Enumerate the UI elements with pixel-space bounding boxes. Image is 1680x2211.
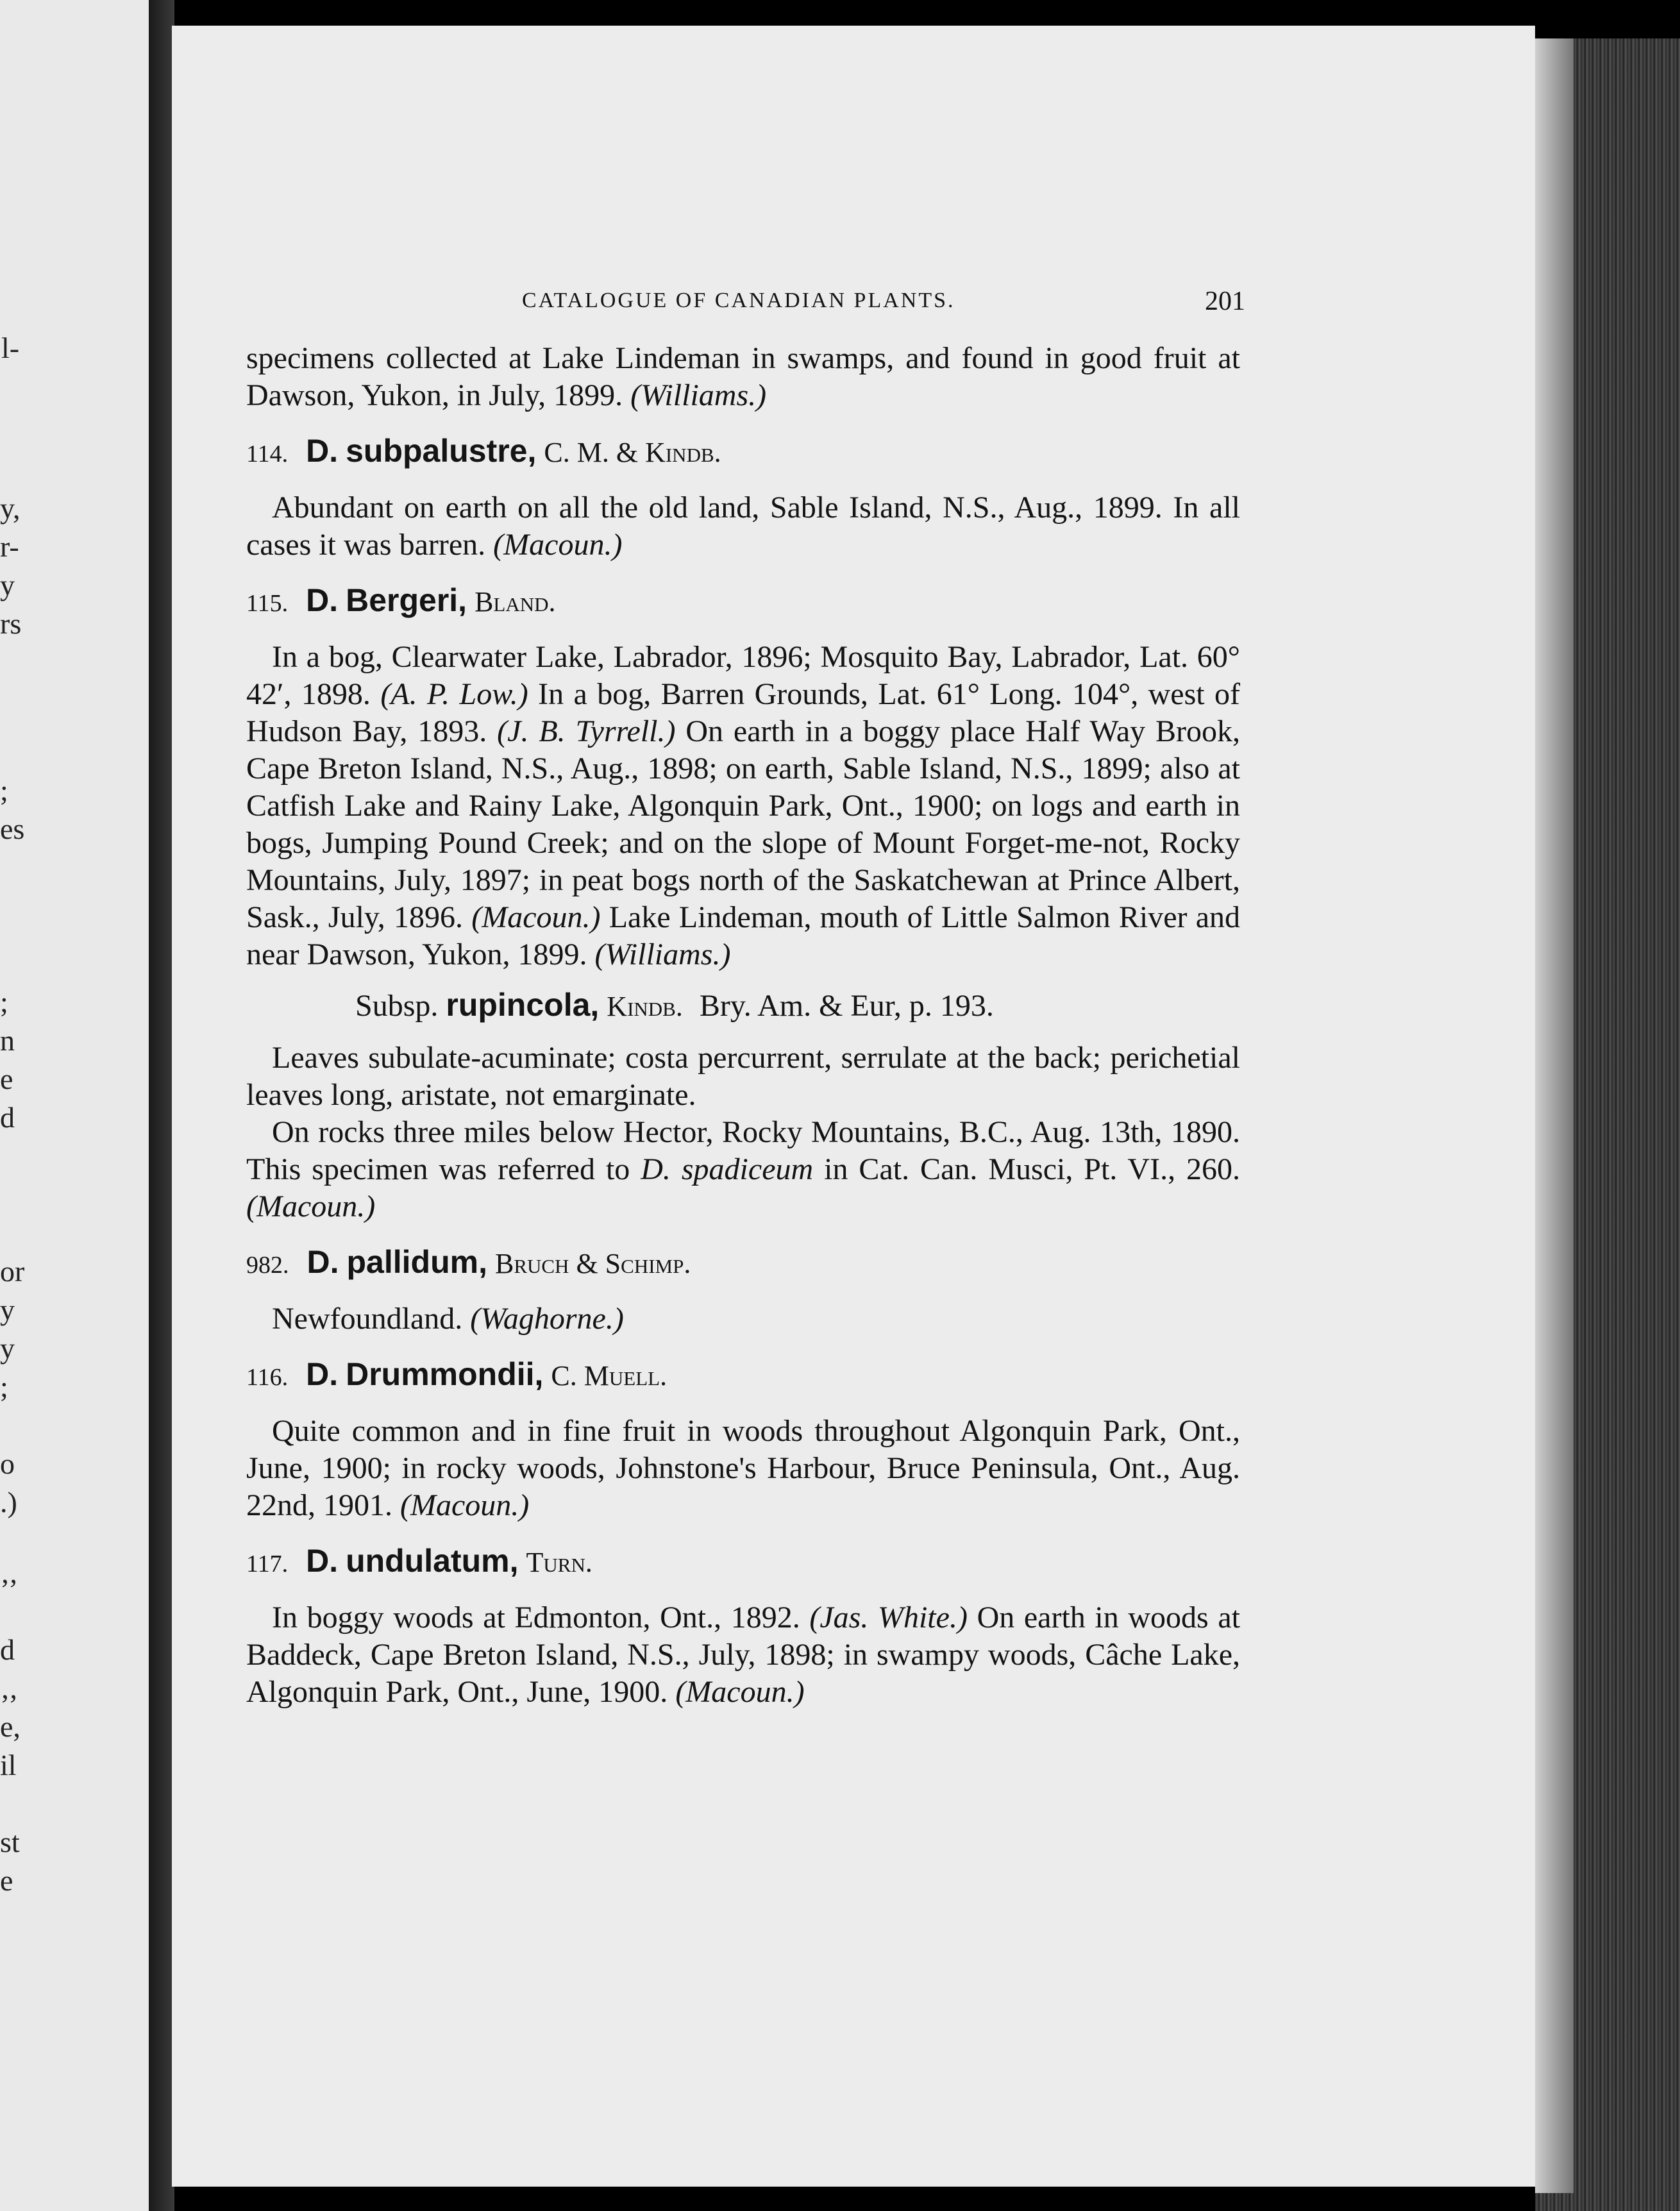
paragraph-text: Abundant on earth on all the old land, Sable Island, N.S., Aug., 1899. In all cases it was barren. [246, 491, 1240, 562]
collector: (Macoun.) [400, 1488, 530, 1522]
species-name: pallidum, [346, 1244, 487, 1280]
paragraph-text: On rocks three miles below Hector, Rocky Mountains, B.C., Aug. 13th, 1890. This specimen was referred to [246, 1115, 1240, 1186]
entry-text-116 [246, 1413, 1240, 1524]
species-name: subpalustre, [346, 433, 537, 469]
entry-heading-116 [246, 1356, 1240, 1396]
fragment: e [0, 1864, 13, 1897]
fragment: r- [0, 530, 19, 563]
collector: (J. B. Tyrrell.) [497, 714, 676, 748]
left-page-line-ends [0, 0, 149, 2211]
entry-number: 114. [246, 441, 289, 467]
paragraph-text: in Cat. Can. Musci, Pt. VI., 260. [824, 1152, 1241, 1186]
intro-paragraph [246, 340, 1240, 414]
collector: (Williams.) [630, 378, 767, 412]
fragment: st [0, 1826, 20, 1858]
fragment: e, [0, 1710, 21, 1743]
entry-number: 115. [246, 590, 289, 617]
page-edge-shade [1535, 38, 1574, 2193]
author: Turn. [526, 1547, 592, 1578]
subspecies-name: rupincola, [446, 987, 600, 1023]
species-name: undulatum, [346, 1543, 519, 1579]
running-head [246, 287, 1245, 340]
running-title: CATALOGUE OF CANADIAN PLANTS. [522, 289, 955, 312]
author: C. Muell. [551, 1360, 668, 1391]
entry-number: 116. [246, 1364, 289, 1391]
fragment: ; [0, 986, 8, 1018]
fragment: d [0, 1633, 15, 1666]
author: Bland. [475, 586, 556, 618]
reference: Bry. Am. & Eur, p. 193. [699, 989, 994, 1023]
author: C. M. & Kindb. [544, 437, 721, 468]
fragment: e [0, 1063, 13, 1095]
collector: (Macoun.) [246, 1190, 376, 1223]
paragraph-text: On earth in woods at Baddeck, Cape Breton Island, N.S., July, 1898; in swampy woods, Câche Lake, Algonquin Park, Ont., June, 1900. [246, 1601, 1241, 1709]
paragraph-text: In a bog, Clearwater Lake, Labrador, 1896; Mosquito Bay, Labrador, Lat. 60° 42′, 1898. [246, 640, 1240, 711]
paragraph-text: On earth in a boggy place Half Way Brook, Cape Breton Island, N.S., Aug., 1898; on earth, Sable Island, N.S., 1899; also at Catfish Lake and Rainy Lake, Algonquin Park, Ont., 1900; on logs and earth in bogs, Jumping Pound Creek; and on the slope of Mount Forget-me-not, Rocky Mountains, July, 1897; in peat bogs north of the Saskatchewan at Prince Albert, Sask., July, 1896. [246, 714, 1241, 934]
paragraph-text: specimens collected at Lake Lindeman in swamps, and found in good fruit at Dawson, Yukon, in July, 1899. [246, 341, 1240, 412]
fragment: rs [0, 607, 22, 640]
entry-heading-117 [246, 1542, 1240, 1583]
fragment: ‚, [0, 1556, 17, 1589]
collector: (A. P. Low.) [380, 677, 528, 711]
author: Kindb. [607, 991, 683, 1022]
collector: (Macoun.) [471, 900, 601, 934]
paragraph-text: In a bog, Barren Grounds, Lat. 61° Long. 104°, west of Hudson Bay, 1893. [246, 677, 1241, 748]
subspecies-text [246, 1114, 1240, 1225]
entry-number: 982. [246, 1252, 289, 1279]
subspecies-prefix: Subsp. [355, 989, 439, 1023]
collector: (Macoun.) [675, 1675, 805, 1709]
fragment: es [0, 812, 25, 845]
fragment: y [0, 1332, 15, 1365]
fragment: il [0, 1749, 17, 1781]
fragment: ; [0, 774, 8, 807]
fragment: d [0, 1101, 15, 1134]
entry-heading-114 [246, 432, 1240, 473]
subspecies-heading [246, 986, 1240, 1025]
fragment: or [0, 1255, 25, 1288]
author: Bruch & Schimp. [494, 1248, 691, 1279]
left-facing-page [0, 0, 149, 2211]
collector: (Waghorne.) [470, 1302, 624, 1336]
fragment: n [0, 1024, 15, 1057]
entry-text-114 [246, 489, 1240, 564]
entry-text-115 [246, 639, 1240, 973]
collector: (Williams.) [594, 937, 731, 971]
entry-heading-982 [246, 1243, 1240, 1284]
paragraph-text: Quite common and in fine fruit in woods throughout Algonquin Park, Ont., June, 1900; in rocky woods, Johnstone's Harbour, Bruce Peninsula, Ont., Aug. 22nd, 1901. [246, 1414, 1240, 1522]
genus: D. [306, 1543, 339, 1579]
book-gutter [149, 0, 174, 2211]
fragment: y [0, 569, 15, 601]
page-number: 201 [1205, 287, 1245, 316]
fragment: ‚, [0, 1672, 17, 1704]
species-name: Drummondii, [346, 1356, 544, 1392]
genus: D. [306, 1356, 339, 1392]
paragraph-text: Lake Lindeman, mouth of Little Salmon River and near Dawson, Yukon, 1899. [246, 900, 1241, 971]
fragment: l- [1, 332, 20, 364]
genus: D. [306, 582, 339, 618]
collector: (Macoun.) [493, 528, 623, 562]
genus: D. [306, 433, 339, 469]
paragraph-text: Newfoundland. [272, 1302, 463, 1336]
fragment: ; [0, 1370, 8, 1403]
fragment: .) [0, 1486, 17, 1518]
entry-text-982 [246, 1300, 1240, 1338]
fragment: y [0, 1293, 15, 1326]
page-content [246, 287, 1245, 1724]
entry-text-117 [246, 1599, 1240, 1711]
entry-heading-115 [246, 582, 1240, 622]
collector: (Jas. White.) [809, 1601, 968, 1635]
species-name: Bergeri, [346, 582, 467, 618]
fragment: o [0, 1447, 15, 1480]
referred-taxon: D. spadiceum [641, 1152, 814, 1186]
subspecies-description: Leaves subulate-acuminate; costa percurrent, serrulate at the back; perichetial leaves long, aristate, not emarginate. [246, 1041, 1240, 1112]
fragment: y, [0, 492, 21, 525]
entry-number: 117. [246, 1551, 289, 1577]
paragraph-text: In boggy woods at Edmonton, Ont., 1892. [272, 1601, 800, 1635]
genus: D. [307, 1244, 339, 1280]
